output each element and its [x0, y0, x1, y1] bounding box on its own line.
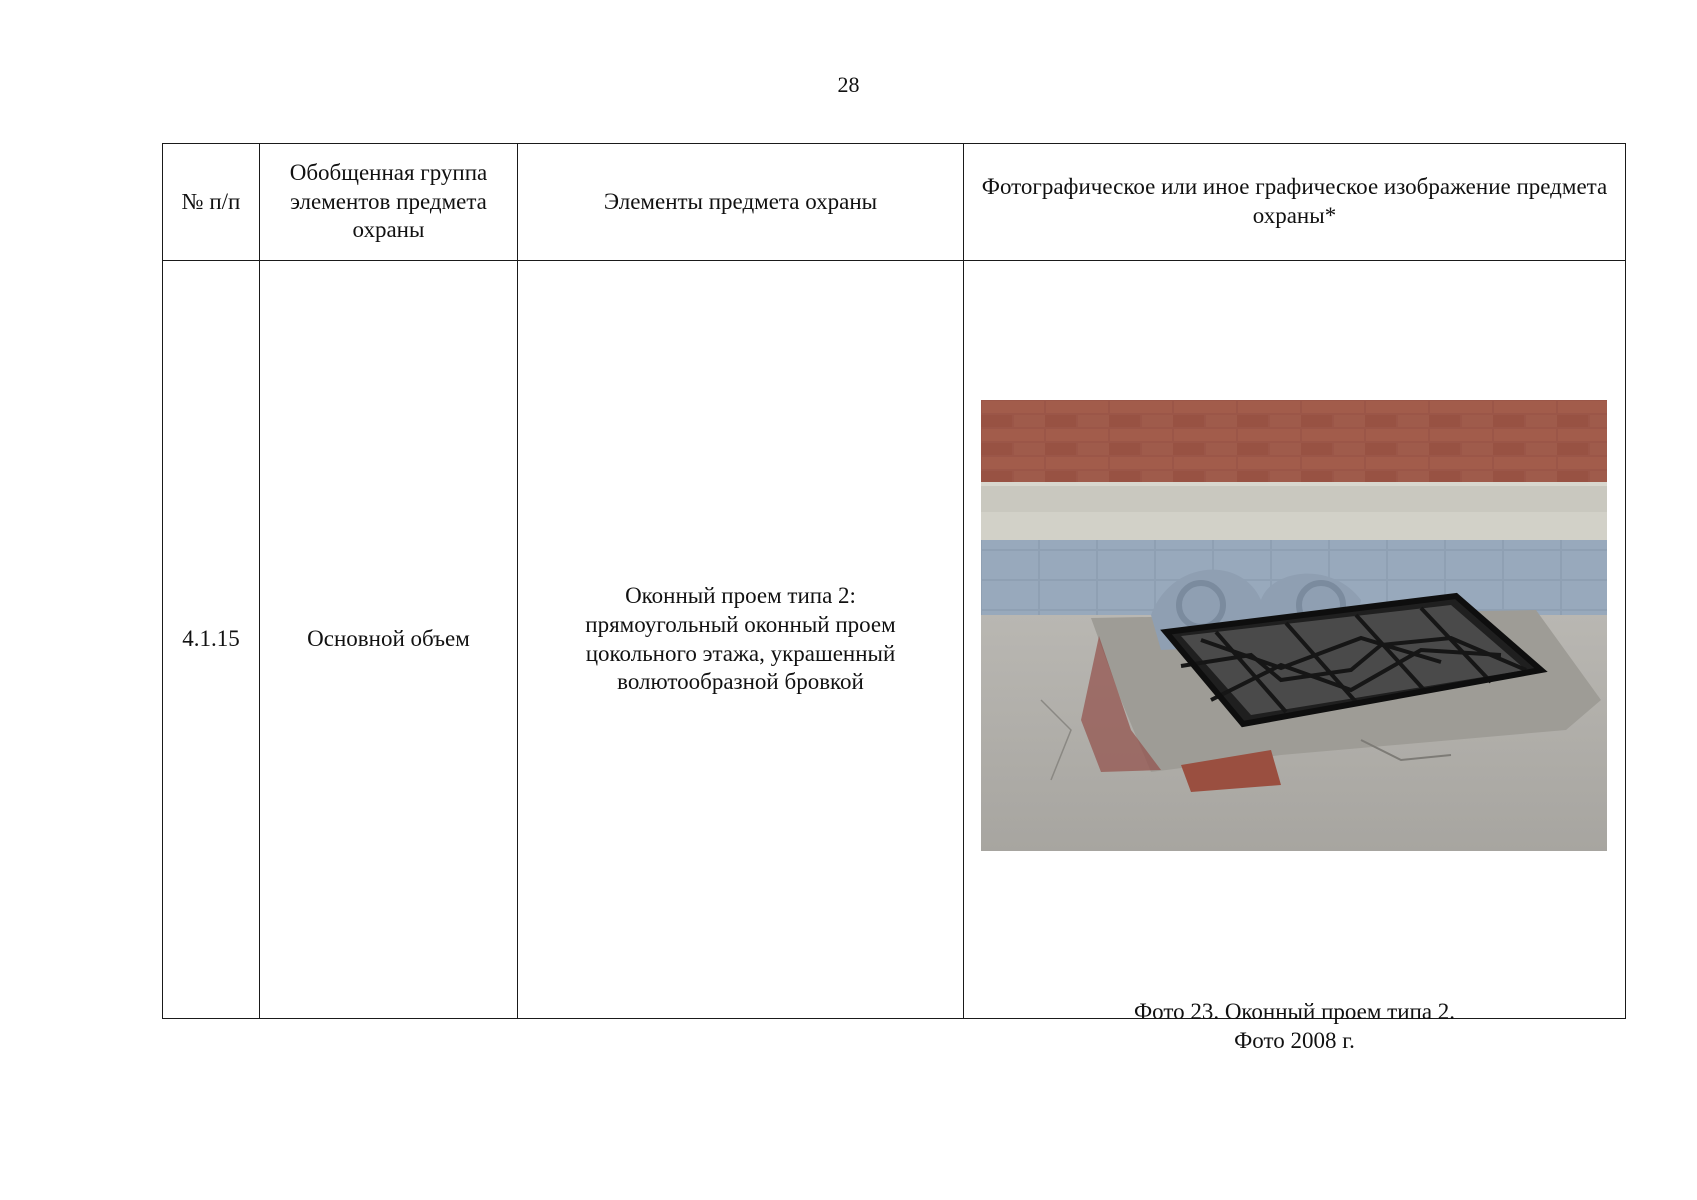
protection-table	[162, 143, 1626, 1053]
header-elements: Элементы предмета охраны	[518, 144, 964, 261]
row-image-cell	[964, 261, 1626, 1053]
page-number: 28	[837, 72, 860, 97]
basement-window-photo	[981, 400, 1607, 851]
row-elements	[518, 261, 964, 1019]
header-image: Фотографическое или иное графическое изображение предмета охраны*	[964, 144, 1626, 261]
photo-caption	[964, 998, 1625, 1056]
header-group: Обобщенная группа элементов предмета охраны	[260, 144, 518, 261]
row-num: 4.1.15	[163, 261, 260, 1019]
element-line: прямоугольный оконный проем	[585, 611, 896, 637]
header-num: № п/п	[163, 144, 260, 261]
table-row	[163, 261, 1626, 1019]
caption-line: Фото 2008 г.	[1234, 1027, 1355, 1053]
element-line: цокольного этажа, украшенный	[585, 640, 896, 666]
element-line: Оконный проем типа 2:	[625, 583, 856, 609]
row-group: Основной объем	[260, 261, 518, 1019]
table-header-row	[163, 144, 1626, 261]
caption-line: Фото 23. Оконный проем типа 2.	[1133, 999, 1456, 1024]
element-line: волютообразной бровкой	[617, 669, 864, 695]
